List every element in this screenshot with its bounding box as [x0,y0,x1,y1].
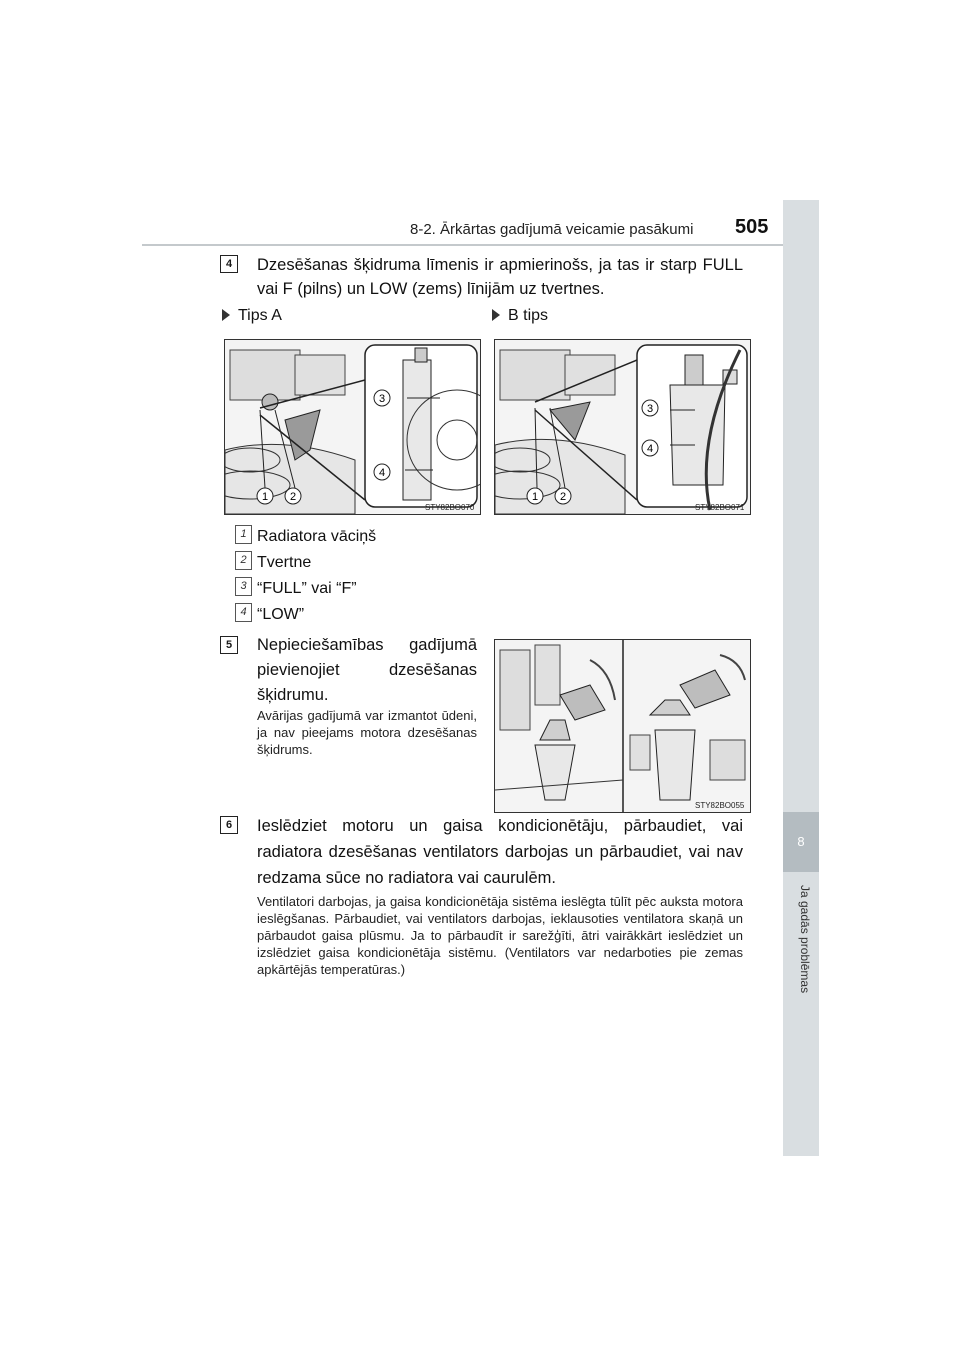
legend-number: 4 [235,603,252,622]
figure-add-coolant [494,639,751,813]
figure-tip-b [494,339,751,515]
legend-number: 1 [235,525,252,544]
step-6-note: Ventilatori darbojas, ja gaisa kondicionētāja sistēma ieslēgta tūlīt pēc auksta motora ieslēgšanas. Pārbaudiet, vai ventilators darbojas, ieklausoties ventilatora skaņā un pārbaudot gaisa plūsmu. Ja to pārbaudīt ir sarežģīti, ātri vairākkārt ieslēdziet un izslēdziet gaisa kondicionētāja sistēmu. (Ventilators var nedarboties pie zemas apkārtējās temperatūras.) [257,894,743,977]
step-5-badge: 5 [220,636,238,654]
tip-a-text: Tips A [238,307,282,324]
step-4-text: Dzesēšanas šķidruma līmenis ir apmierinošs, ja tas ir starp FULL vai F (pilns) un LOW (zems) līnijām uz tvertnes. [257,256,743,298]
tip-b-text: B tips [508,307,549,324]
callouts-a [225,340,480,514]
callout-4 [642,440,658,456]
step-5-note: Avārijas gadījumā var izmantot ūdeni, ja nav pieejams motora dzesēšanas šķidrums. [257,708,477,757]
step-5-text: Nepieciešamības gadījumā pievienojiet dzesēšanas šķidrumu. [257,636,477,704]
svg-text:4: 4 [646,443,654,455]
figure-a-code: STY82BO070 [425,503,475,512]
svg-text:3: 3 [378,393,386,405]
step-6-badge: 6 [220,816,238,834]
figure-tip-a [224,339,481,515]
figure-b-code: STY82BO071 [695,503,745,512]
triangle-bullet-icon [492,309,500,321]
header-rule [142,244,819,246]
legend-label: Radiatora vāciņš [257,528,377,545]
callout-3 [374,390,390,406]
svg-text:1: 1 [531,491,539,503]
callout-3 [642,400,658,416]
legend-number: 3 [235,577,252,596]
legend-label: “LOW” [257,606,305,623]
callout-4 [374,464,390,480]
svg-text:2: 2 [559,491,567,503]
tip-a-label [222,307,282,325]
triangle-bullet-icon [222,309,230,321]
svg-text:1: 1 [261,491,269,503]
callout-2 [555,488,571,504]
chapter-number-tab[interactable]: 8 [783,812,819,872]
step-4-badge: 4 [220,255,238,273]
callouts-b [495,340,750,514]
callout-2 [285,488,301,504]
svg-text:3: 3 [646,403,654,415]
figure-c-code: STY82BO055 [695,801,745,810]
tip-b-label [492,307,548,325]
step-6-text: Ieslēdziet motoru un gaisa kondicionētāju, pārbaudiet, vai radiatora dzesēšanas ventilators darbojas un pārbaudiet, vai nav redzama sūce no radiatora vai caurulēm. [257,817,743,887]
chapter-title: Ja gadās problēmas [798,885,812,994]
callout-1 [257,488,273,504]
callout-1 [527,488,543,504]
legend-number: 2 [235,551,252,570]
svg-text:2: 2 [289,491,297,503]
legend-label: Tvertne [257,554,312,571]
pouring-coolant-illustration [495,640,750,812]
header-section-title: 8-2. Ārkārtas gadījumā veicamie pasākumi [410,221,694,238]
svg-text:4: 4 [378,467,386,479]
legend-label: “FULL” vai “F” [257,580,357,597]
page-number: 505 [735,216,769,238]
